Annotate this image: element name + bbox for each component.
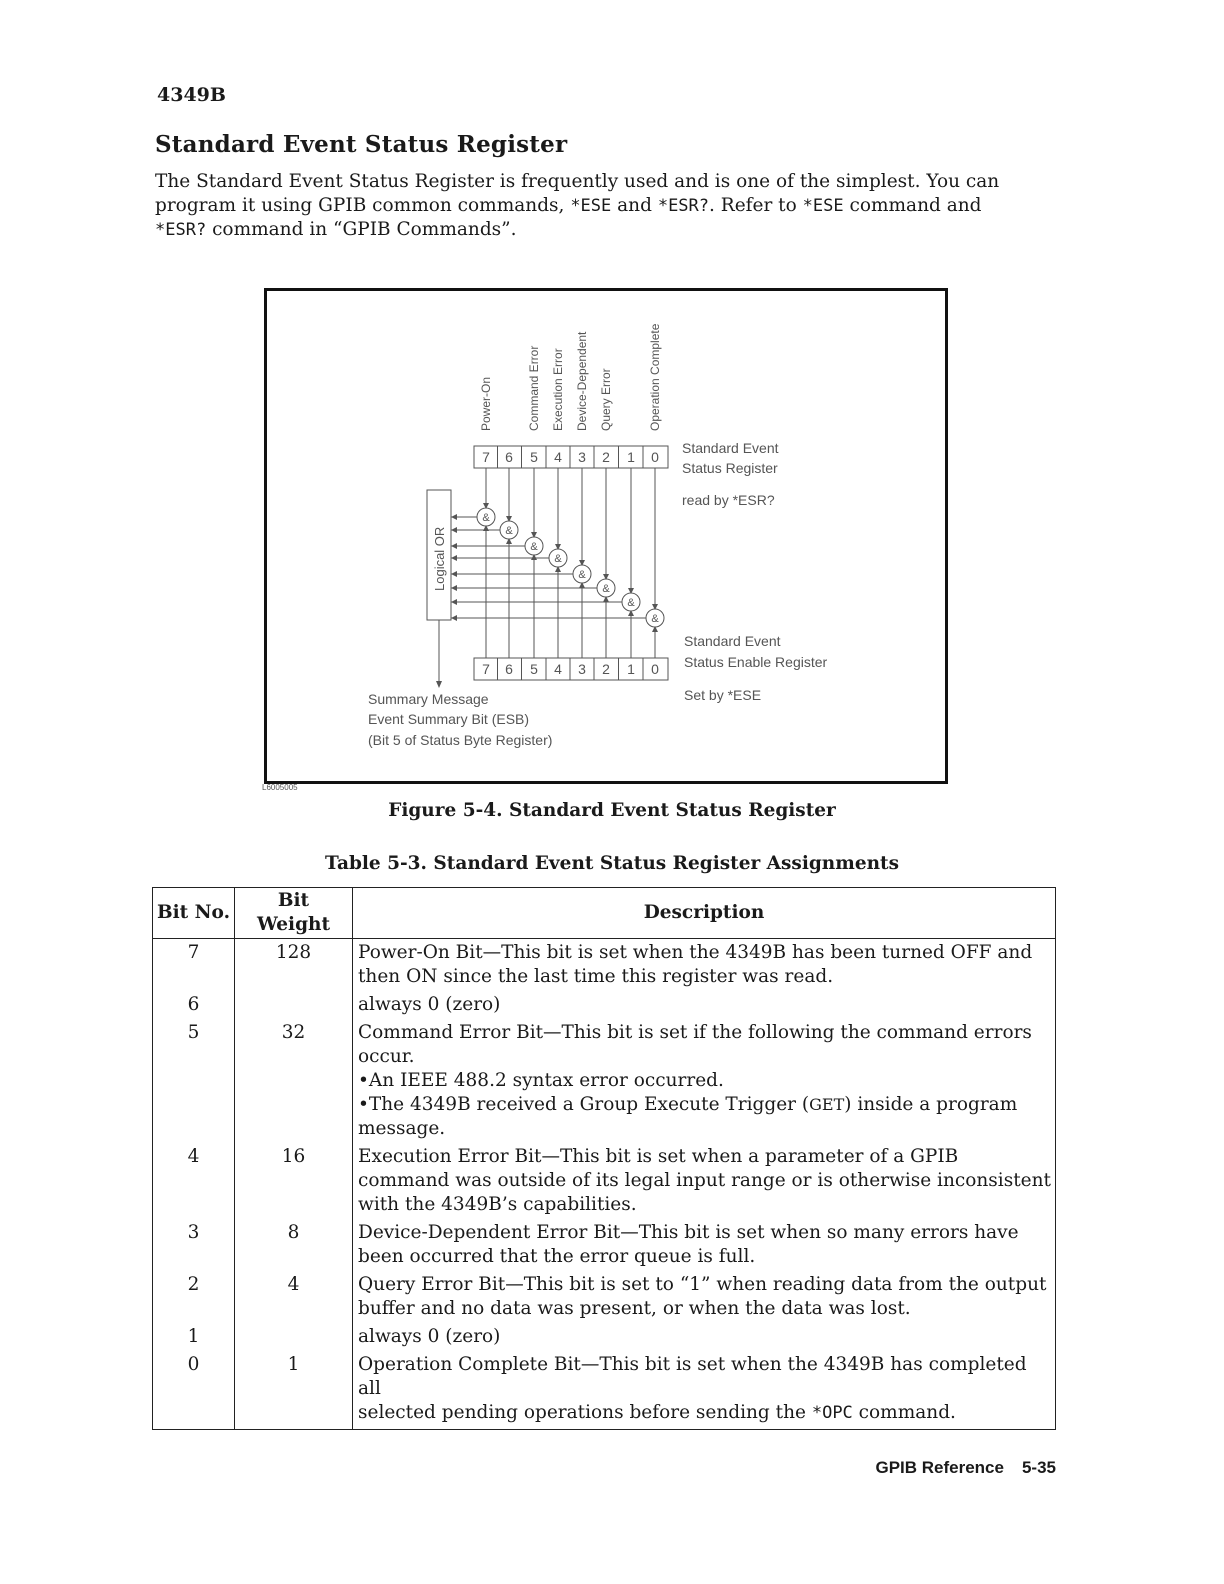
table-caption: Table 5-3. Standard Event Status Register Assignments: [324, 853, 900, 874]
weight-cell: 4: [235, 1273, 353, 1325]
arrowhead: [451, 571, 457, 577]
bit-label: Execution Error: [551, 348, 565, 431]
esr-bit-number: 5: [530, 449, 538, 465]
figure-caption: Figure 5-4. Standard Event Status Register: [388, 800, 836, 821]
description-cell: [353, 1021, 1056, 1145]
bit-label: Command Error: [527, 345, 541, 431]
description-line: Command Error Bit—This bit is set if the following the command errors: [358, 1022, 1032, 1043]
esr-read-label: read by *ESR?: [682, 492, 775, 508]
ese-bit-number: 5: [530, 661, 538, 677]
page-footer: [875, 1458, 1056, 1478]
description-line: [358, 1093, 1051, 1117]
description-line: occur.: [358, 1046, 415, 1067]
header-description: Description: [353, 888, 1056, 939]
table-row: [153, 1325, 1056, 1353]
arrowhead: [451, 599, 457, 605]
description-line: Operation Complete Bit—This bit is set when the 4349B has completed all: [358, 1354, 1027, 1399]
esr-bit-number: 6: [505, 449, 513, 465]
ese-bit-number: 2: [602, 661, 610, 677]
arrowhead: [451, 527, 457, 533]
header-bit-no: Bit No.: [153, 888, 235, 939]
opc-text-post: command.: [852, 1402, 956, 1423]
description-cell: [353, 993, 1056, 1021]
diagram-svg: [264, 288, 948, 784]
description-cell: [353, 1353, 1056, 1430]
bit-label: Power-On: [479, 376, 493, 431]
table-row: [153, 1021, 1056, 1145]
summary-label: Event Summary Bit (ESB): [368, 711, 530, 727]
esr-bit-number: 1: [627, 449, 635, 465]
bit-cell: 7: [153, 939, 235, 994]
description-line: always 0 (zero): [358, 994, 501, 1015]
footer-section: GPIB Reference: [875, 1458, 1004, 1477]
and-gate-symbol: &: [505, 525, 513, 537]
footer-page-number: 5-35: [1021, 1458, 1056, 1477]
description-line: command was outside of its legal input range or is otherwise inconsistent: [358, 1170, 1051, 1191]
summary-label: Summary Message: [368, 691, 489, 707]
intro-cmd-esr-ref: *ESR?: [155, 220, 207, 240]
intro-text-2: and: [611, 195, 658, 216]
description-line: message.: [358, 1118, 446, 1139]
and-gate-symbol: &: [651, 613, 659, 625]
bit-cell: 0: [153, 1353, 235, 1430]
esr-bit-number: 7: [482, 449, 490, 465]
bit-label: Query Error: [599, 368, 613, 431]
bit-cell: 6: [153, 993, 235, 1021]
assignments-table: [152, 887, 1056, 1430]
and-gate-symbol: &: [578, 569, 586, 581]
weight-cell: 128: [235, 939, 353, 994]
ese-bit-number: 6: [505, 661, 513, 677]
and-gate-symbol: &: [530, 541, 538, 553]
description-cell: [353, 1273, 1056, 1325]
description-line: been occurred that the error queue is full.: [358, 1246, 756, 1267]
and-gate-symbol: &: [602, 583, 610, 595]
table-row: [153, 993, 1056, 1021]
description-cell: [353, 1145, 1056, 1221]
table-row: [153, 1273, 1056, 1325]
description-cell: [353, 939, 1056, 994]
and-gate-symbol: &: [627, 597, 635, 609]
opc-text-pre: selected pending operations before sending the: [358, 1402, 812, 1423]
description-line: •An IEEE 488.2 syntax error occurred.: [358, 1070, 724, 1091]
description-cell: [353, 1221, 1056, 1273]
esr-register-box: [474, 446, 668, 468]
description-line: [358, 1401, 1051, 1425]
description-line: Query Error Bit—This bit is set to “1” when reading data from the output: [358, 1274, 1047, 1295]
ese-bit-number: 3: [578, 661, 586, 677]
bit-cell: 1: [153, 1325, 235, 1353]
weight-cell: [235, 1325, 353, 1353]
and-gate-symbol: &: [482, 512, 490, 524]
weight-cell: [235, 993, 353, 1021]
weight-cell: 16: [235, 1145, 353, 1221]
esr-bit-number: 4: [554, 449, 562, 465]
weight-cell: 1: [235, 1353, 353, 1430]
arrowhead: [451, 585, 457, 591]
status-register-diagram: [264, 288, 948, 784]
table-header-row: [153, 888, 1056, 939]
description-line: always 0 (zero): [358, 1326, 501, 1347]
ese-label: Standard Event: [684, 633, 781, 649]
description-line: with the 4349B’s capabilities.: [358, 1194, 637, 1215]
bit-cell: 3: [153, 1221, 235, 1273]
ese-bit-number: 7: [482, 661, 490, 677]
esr-label: Standard Event: [682, 440, 779, 456]
ese-bit-number: 0: [651, 661, 659, 677]
description-cell: [353, 1325, 1056, 1353]
weight-cell: 8: [235, 1221, 353, 1273]
ese-label: Status Enable Register: [684, 654, 828, 670]
table-row: [153, 1145, 1056, 1221]
ese-bit-number: 1: [627, 661, 635, 677]
get-text-pre: •The 4349B received a Group Execute Trigger (: [358, 1094, 810, 1115]
arrowhead: [451, 514, 457, 520]
table-row: [153, 939, 1056, 994]
bit-cell: 5: [153, 1021, 235, 1145]
logical-or-label: Logical OR: [432, 526, 447, 591]
ese-set-label: Set by *ESE: [684, 687, 762, 703]
intro-text-4: command and: [843, 195, 982, 216]
opc-command: *OPC: [811, 1403, 853, 1423]
table-row: [153, 1221, 1056, 1273]
intro-cmd-ese: *ESE: [570, 196, 612, 216]
description-line: Device-Dependent Error Bit—This bit is set when so many errors have: [358, 1222, 1019, 1243]
intro-text-1: The Standard Event Status Register is frequently used and is one of the simplest. You can program it using GPIB common commands,: [155, 171, 1000, 216]
arrowhead: [451, 555, 457, 561]
model-header: 4349B: [157, 84, 226, 106]
intro-cmd-ese-ref: *ESE: [802, 196, 844, 216]
esr-bit-number: 3: [578, 449, 586, 465]
and-gate-symbol: &: [554, 553, 562, 565]
esr-bit-number: 2: [602, 449, 610, 465]
bit-cell: 4: [153, 1145, 235, 1221]
ese-register-box: [474, 658, 668, 680]
figure-id-mark: L6005005: [262, 783, 298, 792]
ese-bit-number: 4: [554, 661, 562, 677]
intro-text-5: command in “GPIB Commands”.: [206, 219, 517, 240]
table-row: [153, 1353, 1056, 1430]
header-bit-weight: Bit Weight: [235, 888, 353, 939]
description-line: then ON since the last time this register was read.: [358, 966, 834, 987]
arrowhead: [451, 615, 457, 621]
intro-cmd-esr: *ESR?: [657, 196, 710, 216]
arrowhead: [451, 543, 457, 549]
bit-label: Operation Complete: [648, 323, 662, 431]
description-line: buffer and no data was present, or when the data was lost.: [358, 1298, 911, 1319]
get-key: GET: [809, 1095, 845, 1114]
intro-text-3: . Refer to: [709, 195, 803, 216]
arrowhead: [436, 681, 442, 688]
description-line: Execution Error Bit—This bit is set when a parameter of a GPIB: [358, 1146, 959, 1167]
bit-label: Device-Dependent: [575, 331, 589, 431]
esr-bit-number: 0: [651, 449, 659, 465]
get-text-post: ) inside a program: [844, 1094, 1018, 1115]
intro-paragraph: [155, 170, 1035, 242]
weight-cell: 32: [235, 1021, 353, 1145]
esr-label: Status Register: [682, 460, 778, 476]
summary-label: (Bit 5 of Status Byte Register): [368, 732, 553, 748]
section-title: Standard Event Status Register: [155, 131, 568, 158]
bit-cell: 2: [153, 1273, 235, 1325]
description-line: Power-On Bit—This bit is set when the 4349B has been turned OFF and: [358, 942, 1033, 963]
